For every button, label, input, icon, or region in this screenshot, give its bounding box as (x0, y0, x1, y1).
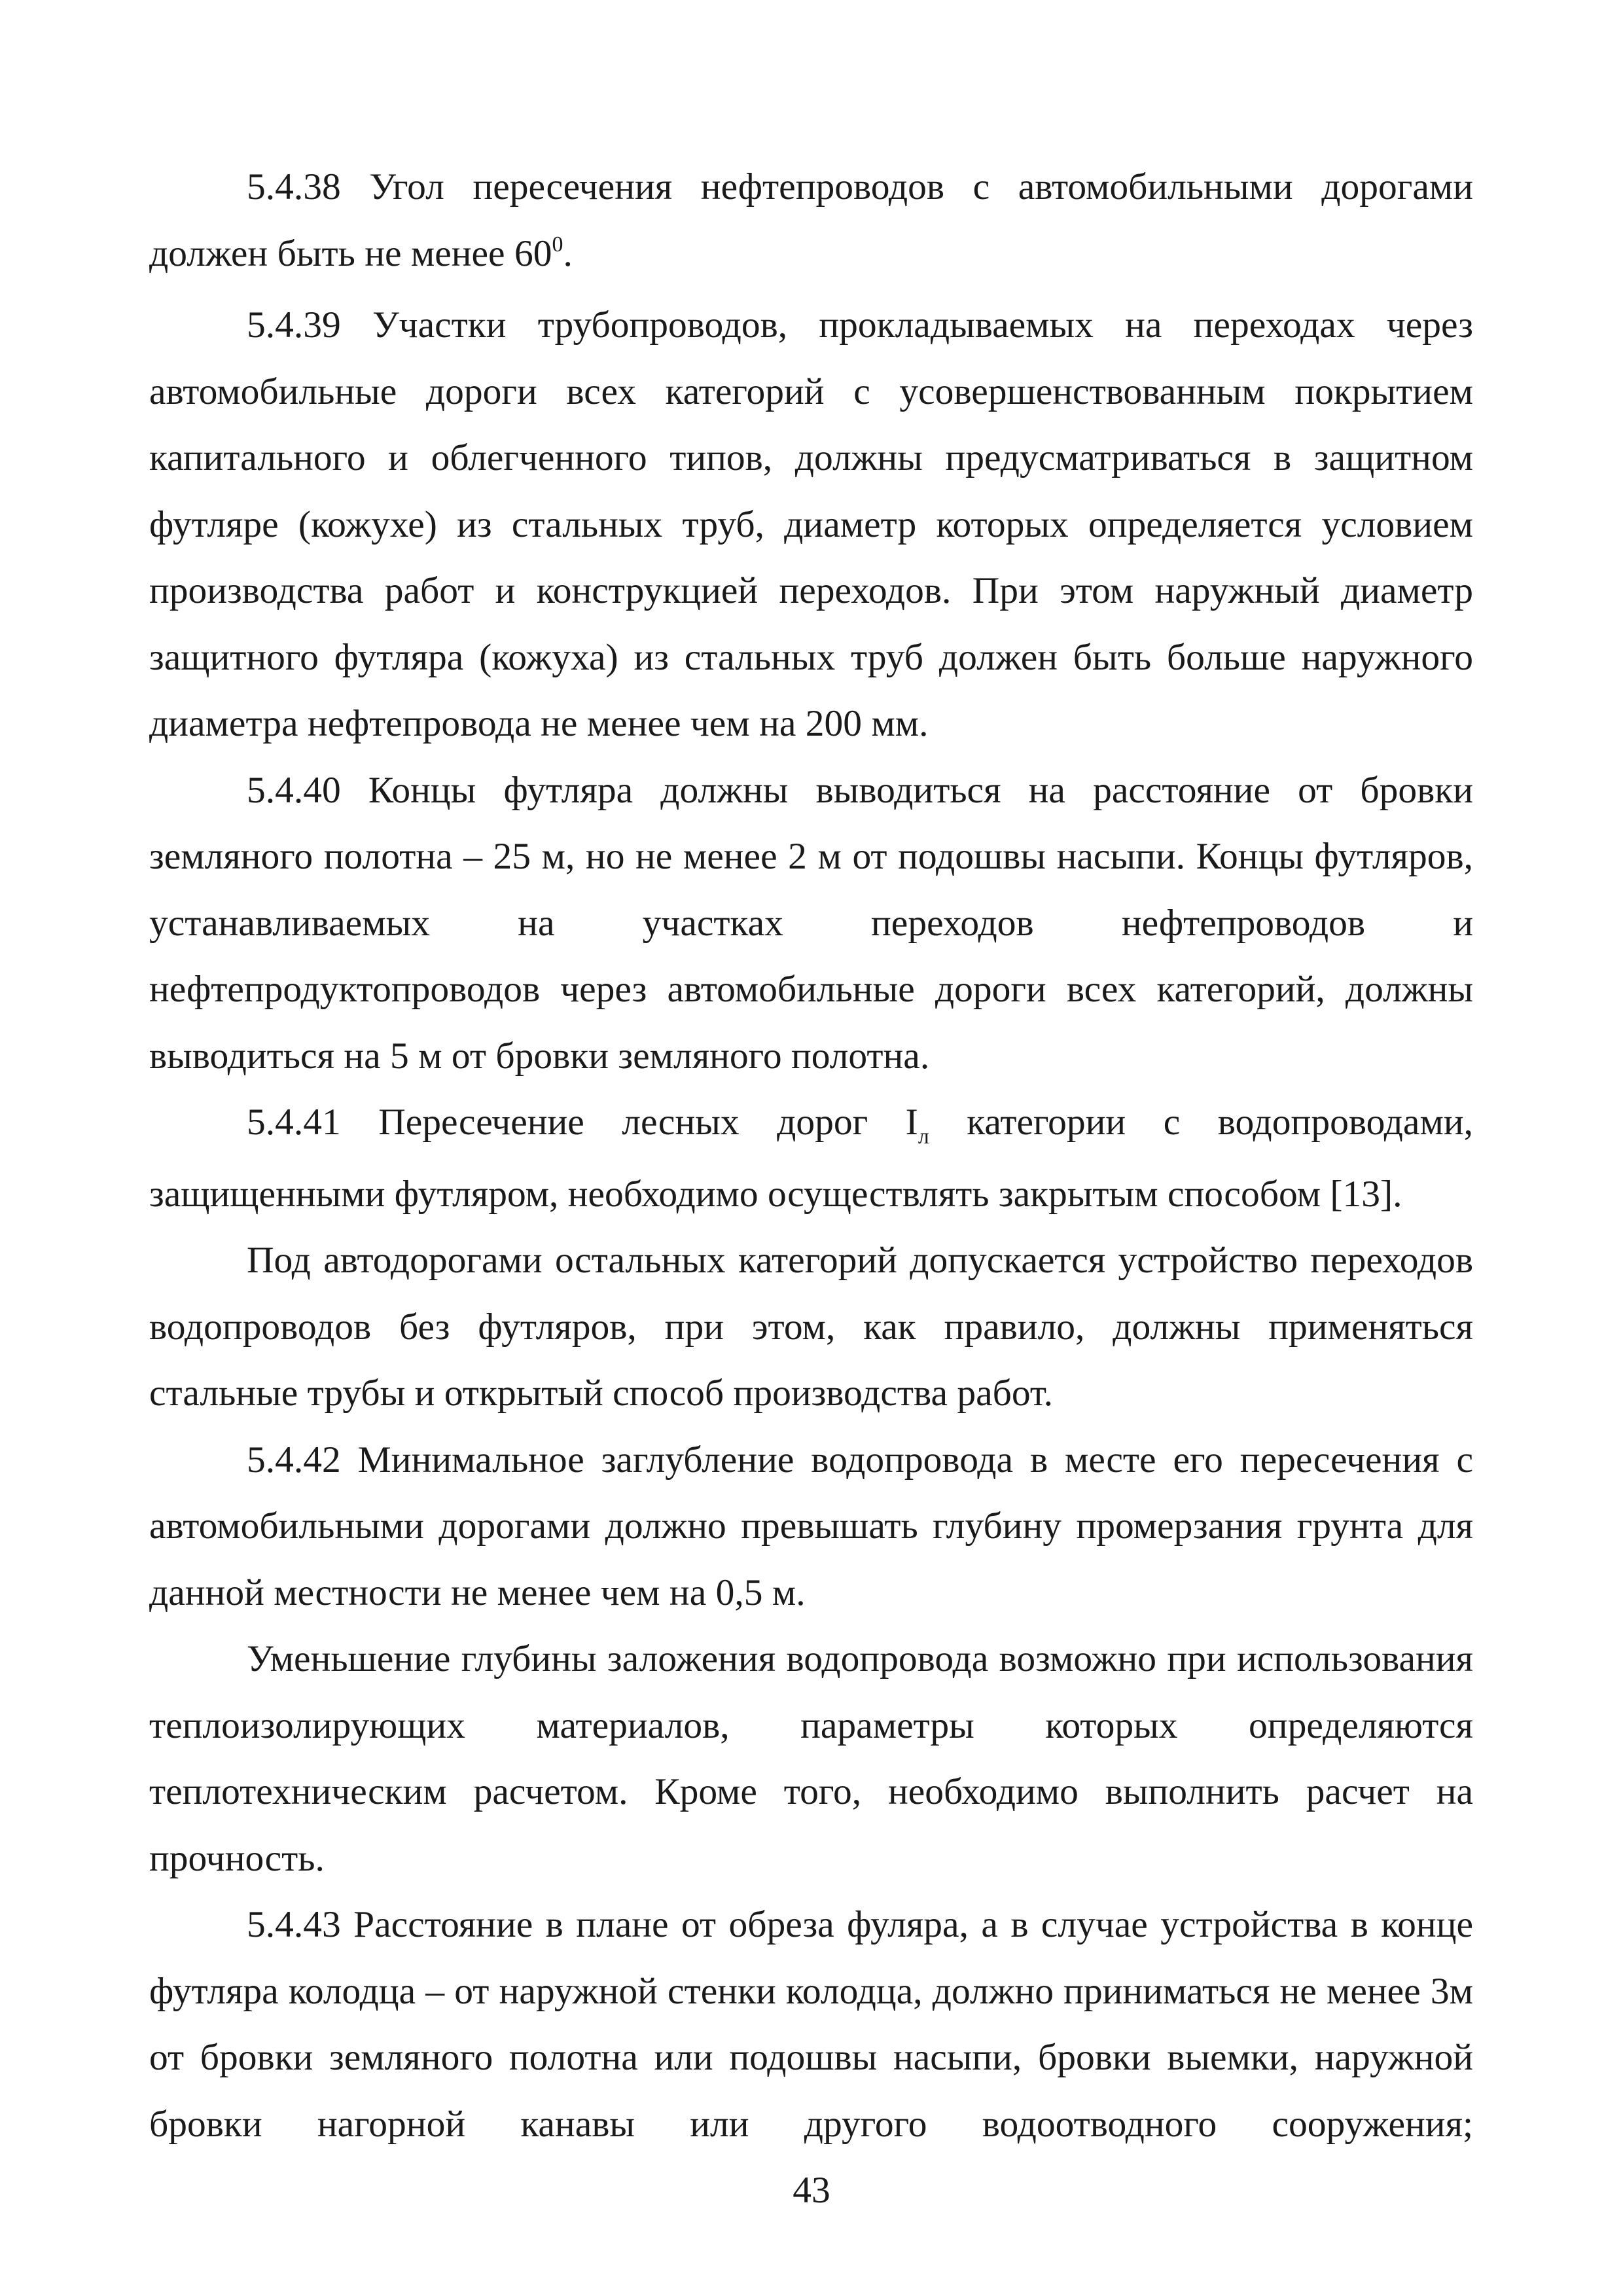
page-number: 43 (793, 2170, 830, 2211)
category-subscript: л (918, 1124, 929, 1149)
paragraph-5-4-41 (149, 1089, 1473, 1227)
paragraph-5-4-38-text: 5.4.38 Угол пересечения нефтепроводов с автомобильными дорогами должен быть не менее 60 (149, 166, 1473, 274)
paragraph-depth-reduction: Уменьшение глубины заложения водопровода возможно при использования теплоизолирующих материалов, параметры которых определяются теплотехническим расчетом. Кроме того, необходимо выполнить расчет на прочность. (149, 1638, 1473, 1879)
paragraph-5-4-40: 5.4.40 Концы футляра должны выводиться на расстояние от бровки земляного полотна – 25 м, но не менее 2 м от подошвы насыпи. Концы футляров, устанавливаемых на участках переходов нефтепроводов и нефтепродуктопроводов через автомобильные дороги всех категорий, должны выводиться на 5 м от бровки земляного полотна. (149, 769, 1473, 1077)
paragraph-5-4-43: 5.4.43 Расстояние в плане от обреза фуляра, а в случае устройства в конце футляра колодца – от наружной стенки колодца, должно приниматься не менее 3м от бровки земляного полотна или подошвы насыпи, бровки выемки, наружной бровки нагорной канавы или другого водоотводного сооружения; (149, 1904, 1473, 2145)
paragraph-5-4-41-after: категории с водопроводами, защищенными футляром, необходимо осуществлять закрытым способом [13]. (149, 1102, 1473, 1215)
degree-superscript: 0 (552, 232, 563, 257)
paragraph-5-4-42: 5.4.42 Минимальное заглубление водопровода в месте его пересечения с автомобильными дорогами должно превышать глубину промерзания грунта для данной местности не менее чем на 0,5 м. (149, 1439, 1473, 1613)
paragraph-5-4-41-before: 5.4.41 Пересечение лесных дорог I (247, 1102, 918, 1143)
paragraph-5-4-38-tail: . (563, 232, 573, 274)
paragraph-5-4-39: 5.4.39 Участки трубопроводов, прокладываемых на переходах через автомобильные дороги всех категорий с усовершенствованным покрытием капитального и облегченного типов, должны предусматриваться в защитном футляре (кожухе) из стальных труб, диаметр которых определяется условием производства работ и конструкцией переходов. При этом наружный диаметр защитного футляра (кожуха) из стальных труб должен быть больше наружного диаметра нефтепровода не менее чем на 200 мм. (149, 304, 1473, 744)
paragraph-5-4-38 (149, 154, 1473, 292)
paragraph-other-categories: Под автодорогами остальных категорий допускается устройство переходов водопроводов без футляров, при этом, как правило, должны применяться стальные трубы и открытый способ производства работ. (149, 1240, 1473, 1414)
page-body (149, 154, 1473, 2157)
